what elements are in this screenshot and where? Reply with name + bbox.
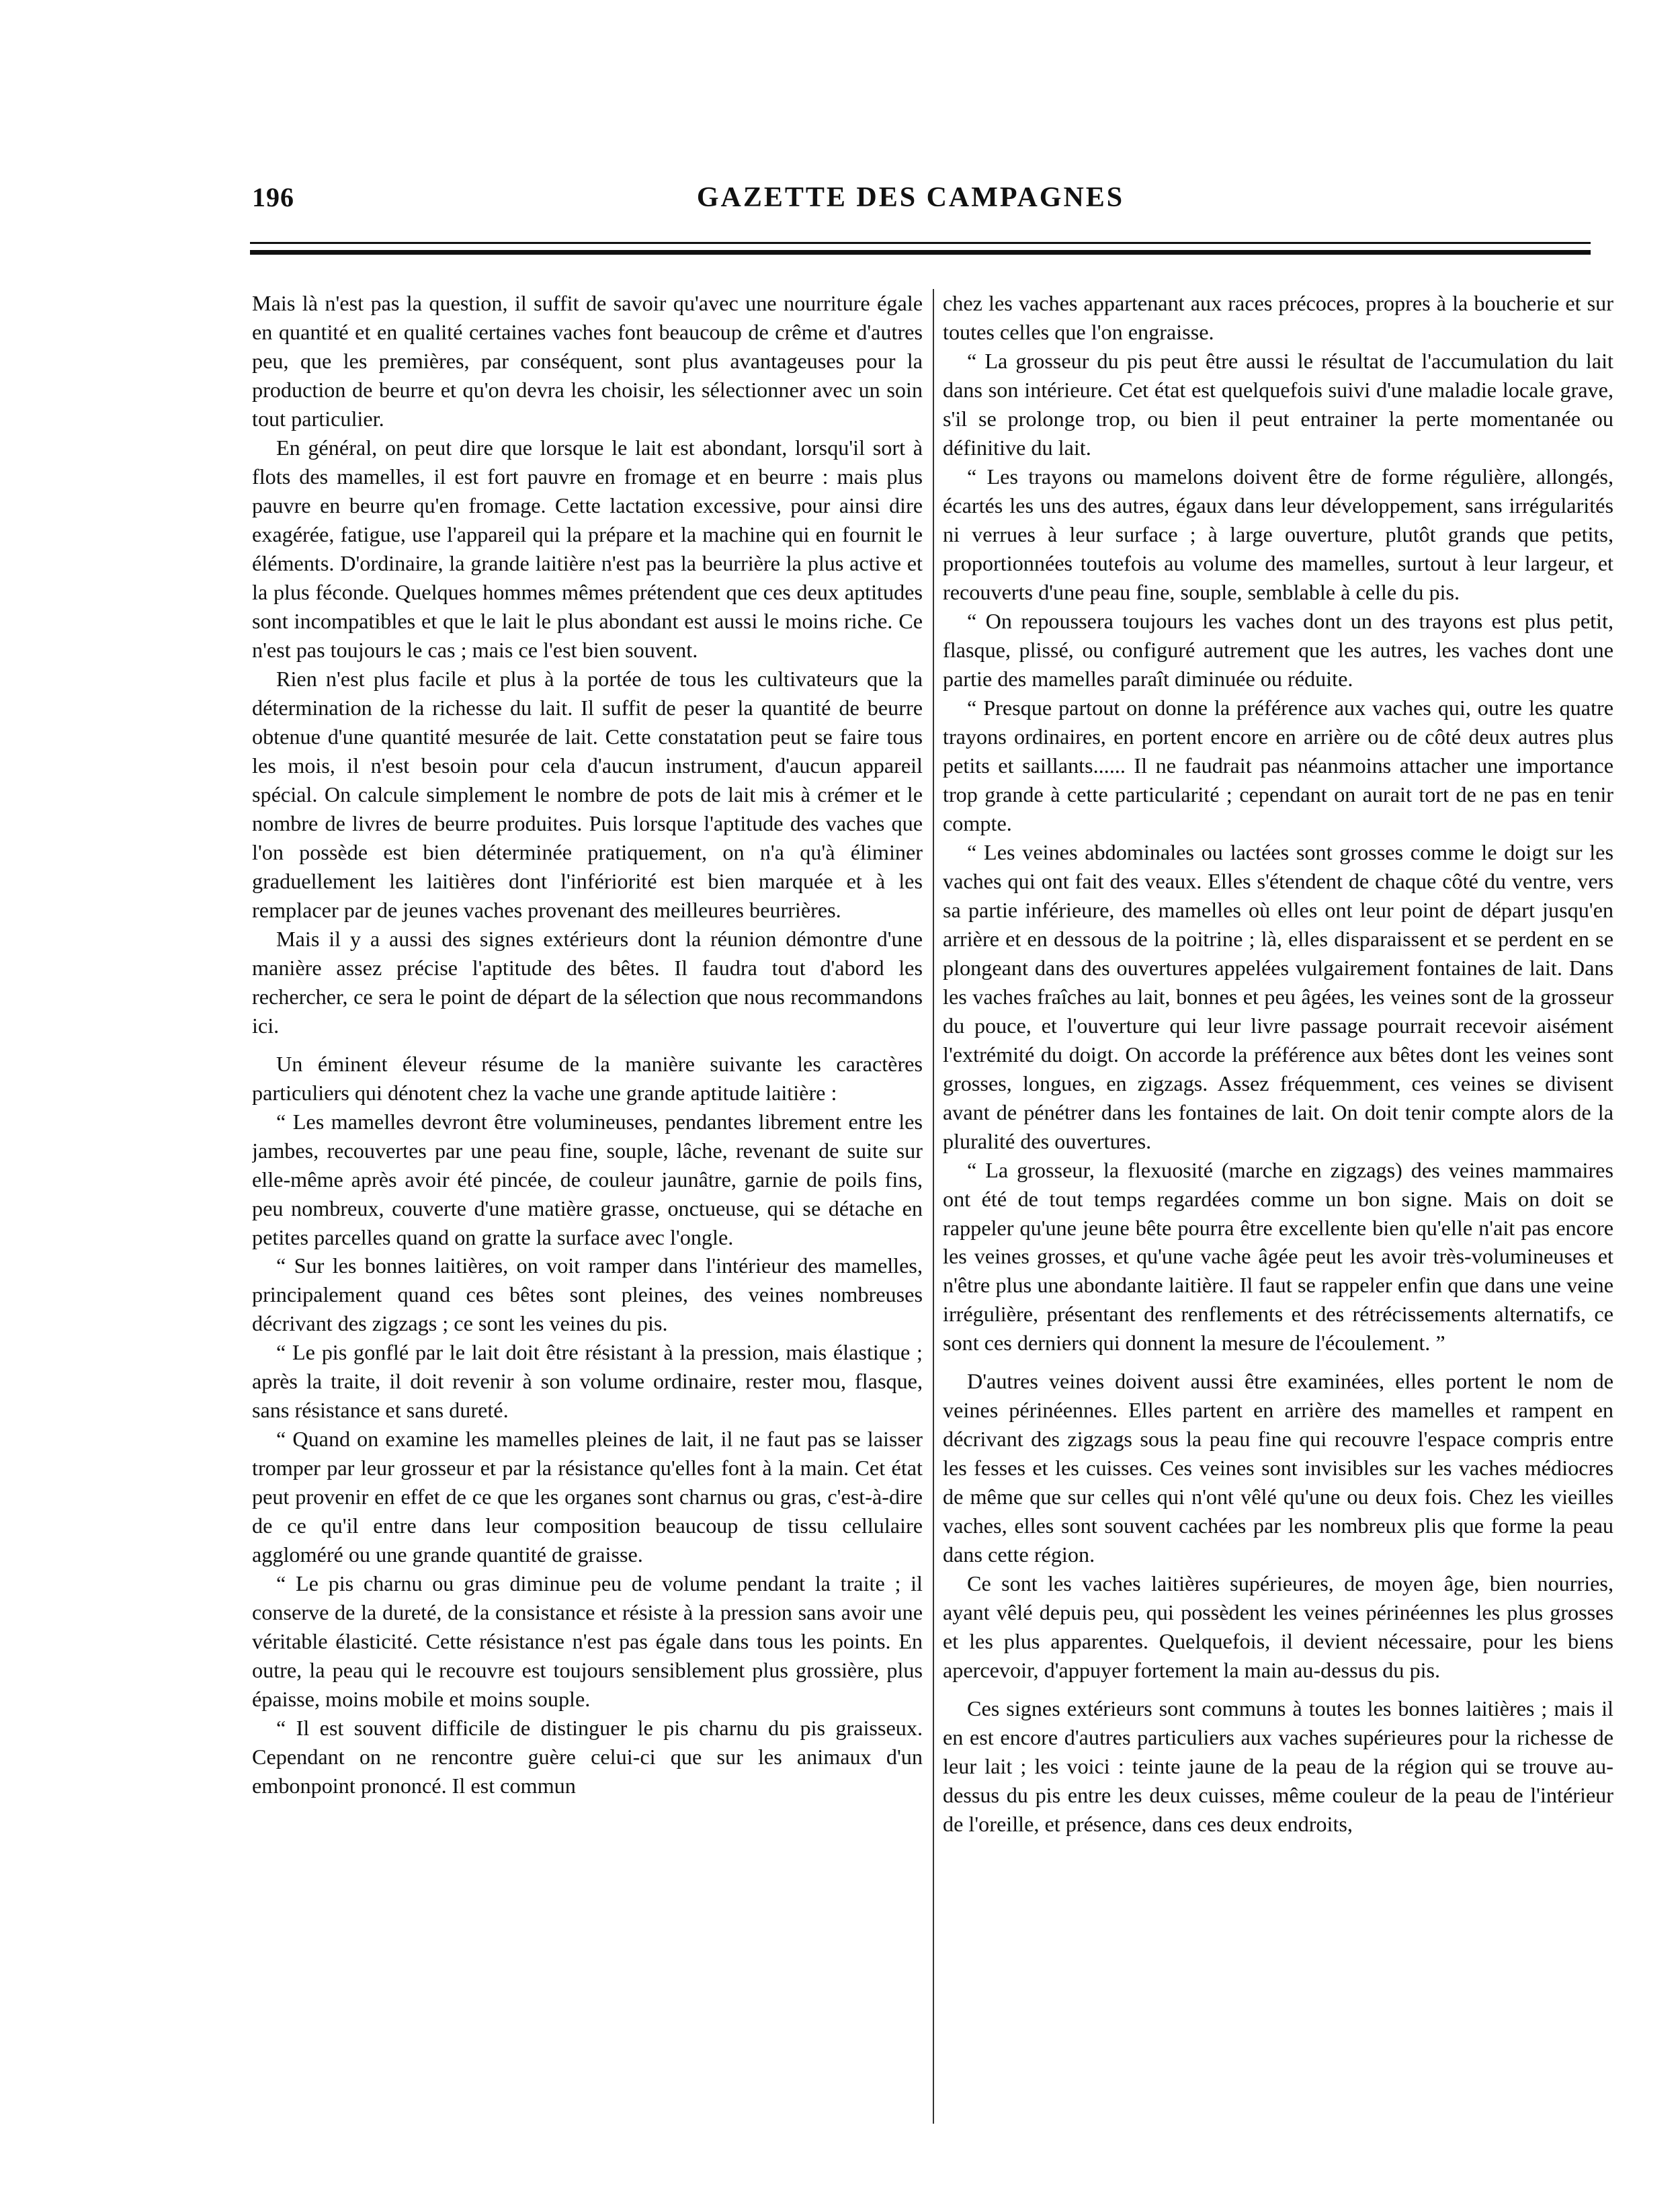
paragraph: D'autres veines doivent aussi être examinées, elles portent le nom de veines périnéennes. Elles partent en arrière des mamelles et rampent en décrivant des zigzags sous la peau fine qui recouvre l'espace compris entre les fesses et les cuisses. Ces veines sont invisibles sur les vaches médiocres de même que sur celles qui n'ont vêlé qu'une ou deux fois. Chez les vieilles vaches, elles sont souvent cachées par les nombreux plis que forme la peau dans cette région.: [943, 1369, 1613, 1567]
paragraph: “ On repoussera toujours les vaches dont un des trayons est plus petit, flasque, plissé, ou configuré autrement que les autres, les vaches dont une partie des mamelles paraît diminuée ou réduite.: [943, 608, 1613, 691]
paragraph: “ La grosseur, la flexuosité (marche en zigzags) des veines mammaires ont été de tout temps regardées comme un bon signe. Mais on doit se rappeler qu'une jeune bête pourra être excellente bien qu'elle n'ait pas encore les veines grosses, et qu'une vache âgée peut les avoir très-volumineuses et n'être plus une abondante laitière. Il faut se rappeler enfin que dans une veine irrégulière, présentant des renflements et des rétrécissements alternatifs, ce sont ces derniers qui donnent la mesure de l'écoulement. ”: [943, 1157, 1613, 1356]
paragraph: Rien n'est plus facile et plus à la portée de tous les cultivateurs que la détermination de la richesse du lait. Il suffit de peser la quantité de beurre obtenue d'une quantité mesurée de lait. Cette constatation peut se faire tous les mois, il n'est besoin pour cela d'aucun instrument, d'aucun appareil spécial. On calcule simplement le nombre de pots de lait mis à crémer et le nombre de livres de beurre produites. Puis lorsque l'aptitude des vaches que l'on possède est bien déterminée pratiquement, on n'a qu'à éliminer graduellement les laitières dont l'infériorité est bien marquée et à les remplacer par de jeunes vaches provenant des meilleures beurrières.: [252, 666, 923, 922]
paragraph: Ce sont les vaches laitières supérieures, de moyen âge, bien nourries, ayant vêlé depuis peu, qui possèdent les veines périnéennes les plus grosses et les plus apparentes. Quelquefois, il devient nécessaire, pour les biens apercevoir, d'appuyer fortement la main au-dessus du pis.: [943, 1571, 1613, 1683]
page-header: [252, 181, 1569, 228]
paragraph: Mais il y a aussi des signes extérieurs dont la réunion démontre d'une manière assez précise l'aptitude des bêtes. Il faudra tout d'abord les rechercher, ce sera le point de départ de la sélection que nous recommandons ici.: [252, 926, 923, 1038]
paragraph: “ Les veines abdominales ou lactées sont grosses comme le doigt sur les vaches qui ont fait des veaux. Elles s'étendent de chaque côté du ventre, vers sa partie inférieure, des mamelles où elles ont leur point de départ jusqu'en arrière et en dessous de la poitrine ; là, elles disparaissent et se perdent en se plongeant dans des ouvertures appelées vulgairement fontaines de lait. Dans les vaches fraîches au lait, bonnes et peu âgées, les veines sont de la grosseur du pouce, et l'ouverture qui leur livre passage pourrait recevoir aisément l'extrémité du doigt. On accorde la préférence aux bêtes dont les veines sont grosses, longues, en zigzags. Assez fréquemment, ces veines se divisent avant de pénétrer dans les fontaines de lait. On doit tenir compte alors de la pluralité des ouvertures.: [943, 839, 1613, 1153]
paragraph: “ Le pis charnu ou gras diminue peu de volume pendant la traite ; il conserve de la dureté, de la consistance et résiste à la pression sans avoir une véritable élasticité. Cette résistance n'est pas égale dans tous les points. En outre, la peau qui le recouvre est toujours sensiblement plus grossière, plus épaisse, moins mobile et moins souple.: [252, 1571, 923, 1712]
paragraph: “ Presque partout on donne la préférence aux vaches qui, outre les quatre trayons ordinaires, en portent encore en arrière ou de côté deux autres plus petits et saillants...... Il ne faudrait pas néanmoins attacher une importance trop grande à cette particularité ; cependant on aurait tort de ne pas en tenir compte.: [943, 695, 1613, 835]
paragraph: chez les vaches appartenant aux races précoces, propres à la boucherie et sur toutes celles que l'on engraisse.: [943, 291, 1613, 344]
paragraph: “ Les mamelles devront être volumineuses, pendantes librement entre les jambes, recouvertes par une peau fine, souple, lâche, revenant de suite sur elle-même après avoir été pincée, de couleur jaunâtre, garnie de poils fins, peu nombreux, couverte d'une matière grasse, onctueuse, qui se détache en petites parcelles quand on gratte la surface avec l'ongle.: [252, 1109, 923, 1249]
page-number: 196: [252, 182, 294, 212]
paragraph: “ Le pis gonflé par le lait doit être résistant à la pression, mais élastique ; après la traite, il doit revenir à son volume ordinaire, rester mou, flasque, sans résistance et sans dureté.: [252, 1340, 923, 1423]
paragraph: Un éminent éleveur résume de la manière suivante les caractères particuliers qui dénotent chez la vache une grande aptitude laitière :: [252, 1051, 923, 1105]
column-divider: [933, 289, 934, 2124]
paragraph: “ Sur les bonnes laitières, on voit ramper dans l'intérieur des mamelles, principalement quand ces bêtes sont pleines, des veines nombreuses décrivant des zigzags ; ce sont les veines du pis.: [252, 1253, 923, 1336]
paragraph: “ Il est souvent difficile de distinguer le pis charnu du pis graisseux. Cependant on ne rencontre guère celui-ci que sur les animaux d'un embonpoint prononcé. Il est commun: [252, 1716, 923, 1798]
paragraph: En général, on peut dire que lorsque le lait est abondant, lorsqu'il sort à flots des mamelles, il est fort pauvre en fromage et en beurre : mais plus pauvre en beurre qu'en fromage. Cette lactation excessive, pour ainsi dire exagérée, fatigue, use l'appareil qui la prépare et la machine qui en fournit le éléments. D'ordinaire, la grande laitière n'est pas la beurrière la plus active et la plus féconde. Quelques hommes mêmes prétendent que ces deux aptitudes sont incompatibles et que le lait le plus abondant est aussi le moins riche. Ce n'est pas toujours le cas ; mais ce l'est bien souvent.: [252, 435, 923, 662]
running-title: GAZETTE DES CAMPAGNES: [696, 182, 1125, 213]
paragraph: Mais là n'est pas la question, il suffit de savoir qu'avec une nourriture égale en quantité et en qualité certaines vaches font beaucoup de crême et d'autres peu, que les premières, par conséquent, sont plus avantageuses pour la production de beurre et qu'on devra les choisir, les sélectionner avec un soin tout particulier.: [252, 291, 923, 431]
paragraph: “ Les trayons ou mamelons doivent être de forme régulière, allongés, écartés les uns des autres, égaux dans leur développement, sans irrégularités ni verrues à leur surface ; à large ouverture, plutôt grands que petits, proportionnées toutefois au volume des mamelles, surtout à leur largeur, et recouverts d'une peau fine, souple, semblable à celle du pis.: [943, 464, 1613, 604]
header-rule-thick: [250, 250, 1591, 255]
paragraph: “ Quand on examine les mamelles pleines de lait, il ne faut pas se laisser tromper par leur grosseur et par la résistance qu'elles font à la main. Cet état peut provenir en effet de ce que les organes sont charnus ou gras, c'est-à-dire de ce qu'il entre dans leur composition beaucoup de tissu cellulaire aggloméré ou une grande quantité de graisse.: [252, 1427, 923, 1567]
right-column: [943, 289, 1613, 2144]
left-column: [252, 289, 923, 2144]
header-rule-thin: [250, 242, 1591, 244]
paragraph: “ La grosseur du pis peut être aussi le résultat de l'accumulation du lait dans son intérieure. Cet état est quelquefois suivi d'une maladie locale grave, s'il se prolonge trop, ou bien il peut entrainer la perte momentanée ou définitive du lait.: [943, 348, 1613, 460]
paragraph: Ces signes extérieurs sont communs à toutes les bonnes laitières ; mais il en est encore d'autres particuliers aux vaches supérieures pour la richesse de leur lait ; les voici : teinte jaune de la peau de la région qui se trouve au-dessus du pis entre les deux cuisses, même couleur de la peau de l'intérieur de l'oreille, et présence, dans ces deux endroits,: [943, 1696, 1613, 1837]
